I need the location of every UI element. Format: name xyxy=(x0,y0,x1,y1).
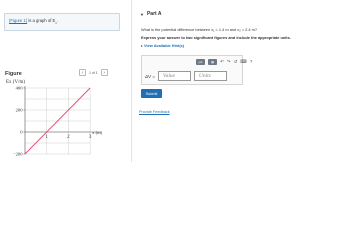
intro-text xyxy=(9,18,58,25)
intro-subscript: x xyxy=(55,20,57,25)
y-tick-label: 400 xyxy=(15,85,23,91)
y-tick-label: 0 xyxy=(20,129,23,135)
units-input[interactable]: Units xyxy=(194,71,227,81)
chevron-right-icon[interactable]: › xyxy=(101,69,108,76)
question-text: What is the potential difference between x₁ = 1.4 m and x₂ = 2.4 m? xyxy=(141,27,258,32)
redo-icon[interactable]: ↷ xyxy=(226,59,231,64)
figure-pager xyxy=(79,69,108,76)
intro-period: . xyxy=(56,18,58,23)
template-button[interactable]: μA xyxy=(196,59,205,65)
y-axis-label: Ex (V/m) xyxy=(6,80,26,85)
y-tick-label: 200 xyxy=(15,107,23,113)
help-icon[interactable]: ? xyxy=(249,59,253,64)
figure-link[interactable]: (Figure 1) xyxy=(9,18,28,23)
x-tick-label: 2 xyxy=(67,135,70,140)
delta-v-label: ΔV = xyxy=(145,73,155,79)
pager-text: 1 of 1 xyxy=(89,70,98,75)
keyboard-icon[interactable]: ⌨ xyxy=(240,59,247,64)
part-header[interactable] xyxy=(140,11,162,17)
provide-feedback-link[interactable]: Provide Feedback xyxy=(139,110,170,114)
reset-icon[interactable]: ↺ xyxy=(233,59,238,64)
x-tick-label: 1 xyxy=(45,135,48,140)
value-input[interactable]: Value xyxy=(158,71,191,81)
x-tick-label: 3 xyxy=(88,135,92,140)
undo-icon[interactable]: ↶ xyxy=(220,59,224,64)
view-hints-link[interactable]: ▸ View Available Hint(s) xyxy=(141,43,185,48)
submit-button[interactable]: Submit xyxy=(141,89,162,98)
collapse-caret-icon[interactable]: ▼ xyxy=(140,11,144,17)
answer-input-row xyxy=(145,71,227,81)
intro-sentence: is a graph of E xyxy=(27,18,56,23)
answer-box xyxy=(141,55,253,85)
answer-toolbar xyxy=(196,59,252,65)
figure-title: Figure xyxy=(5,71,22,77)
chevron-left-icon[interactable]: ‹ xyxy=(79,69,86,76)
x-axis-label: x (m) xyxy=(92,130,103,135)
intro-box xyxy=(4,13,120,31)
instruction-text: Express your answer to two significant figures and include the appropriate units. xyxy=(141,35,291,40)
right-pane xyxy=(132,0,350,162)
part-title: Part A xyxy=(146,11,162,17)
y-tick-label: −200 xyxy=(13,151,23,157)
left-pane xyxy=(0,0,131,162)
ex-graph xyxy=(4,78,124,158)
matrix-button[interactable]: ▦ xyxy=(208,59,217,65)
